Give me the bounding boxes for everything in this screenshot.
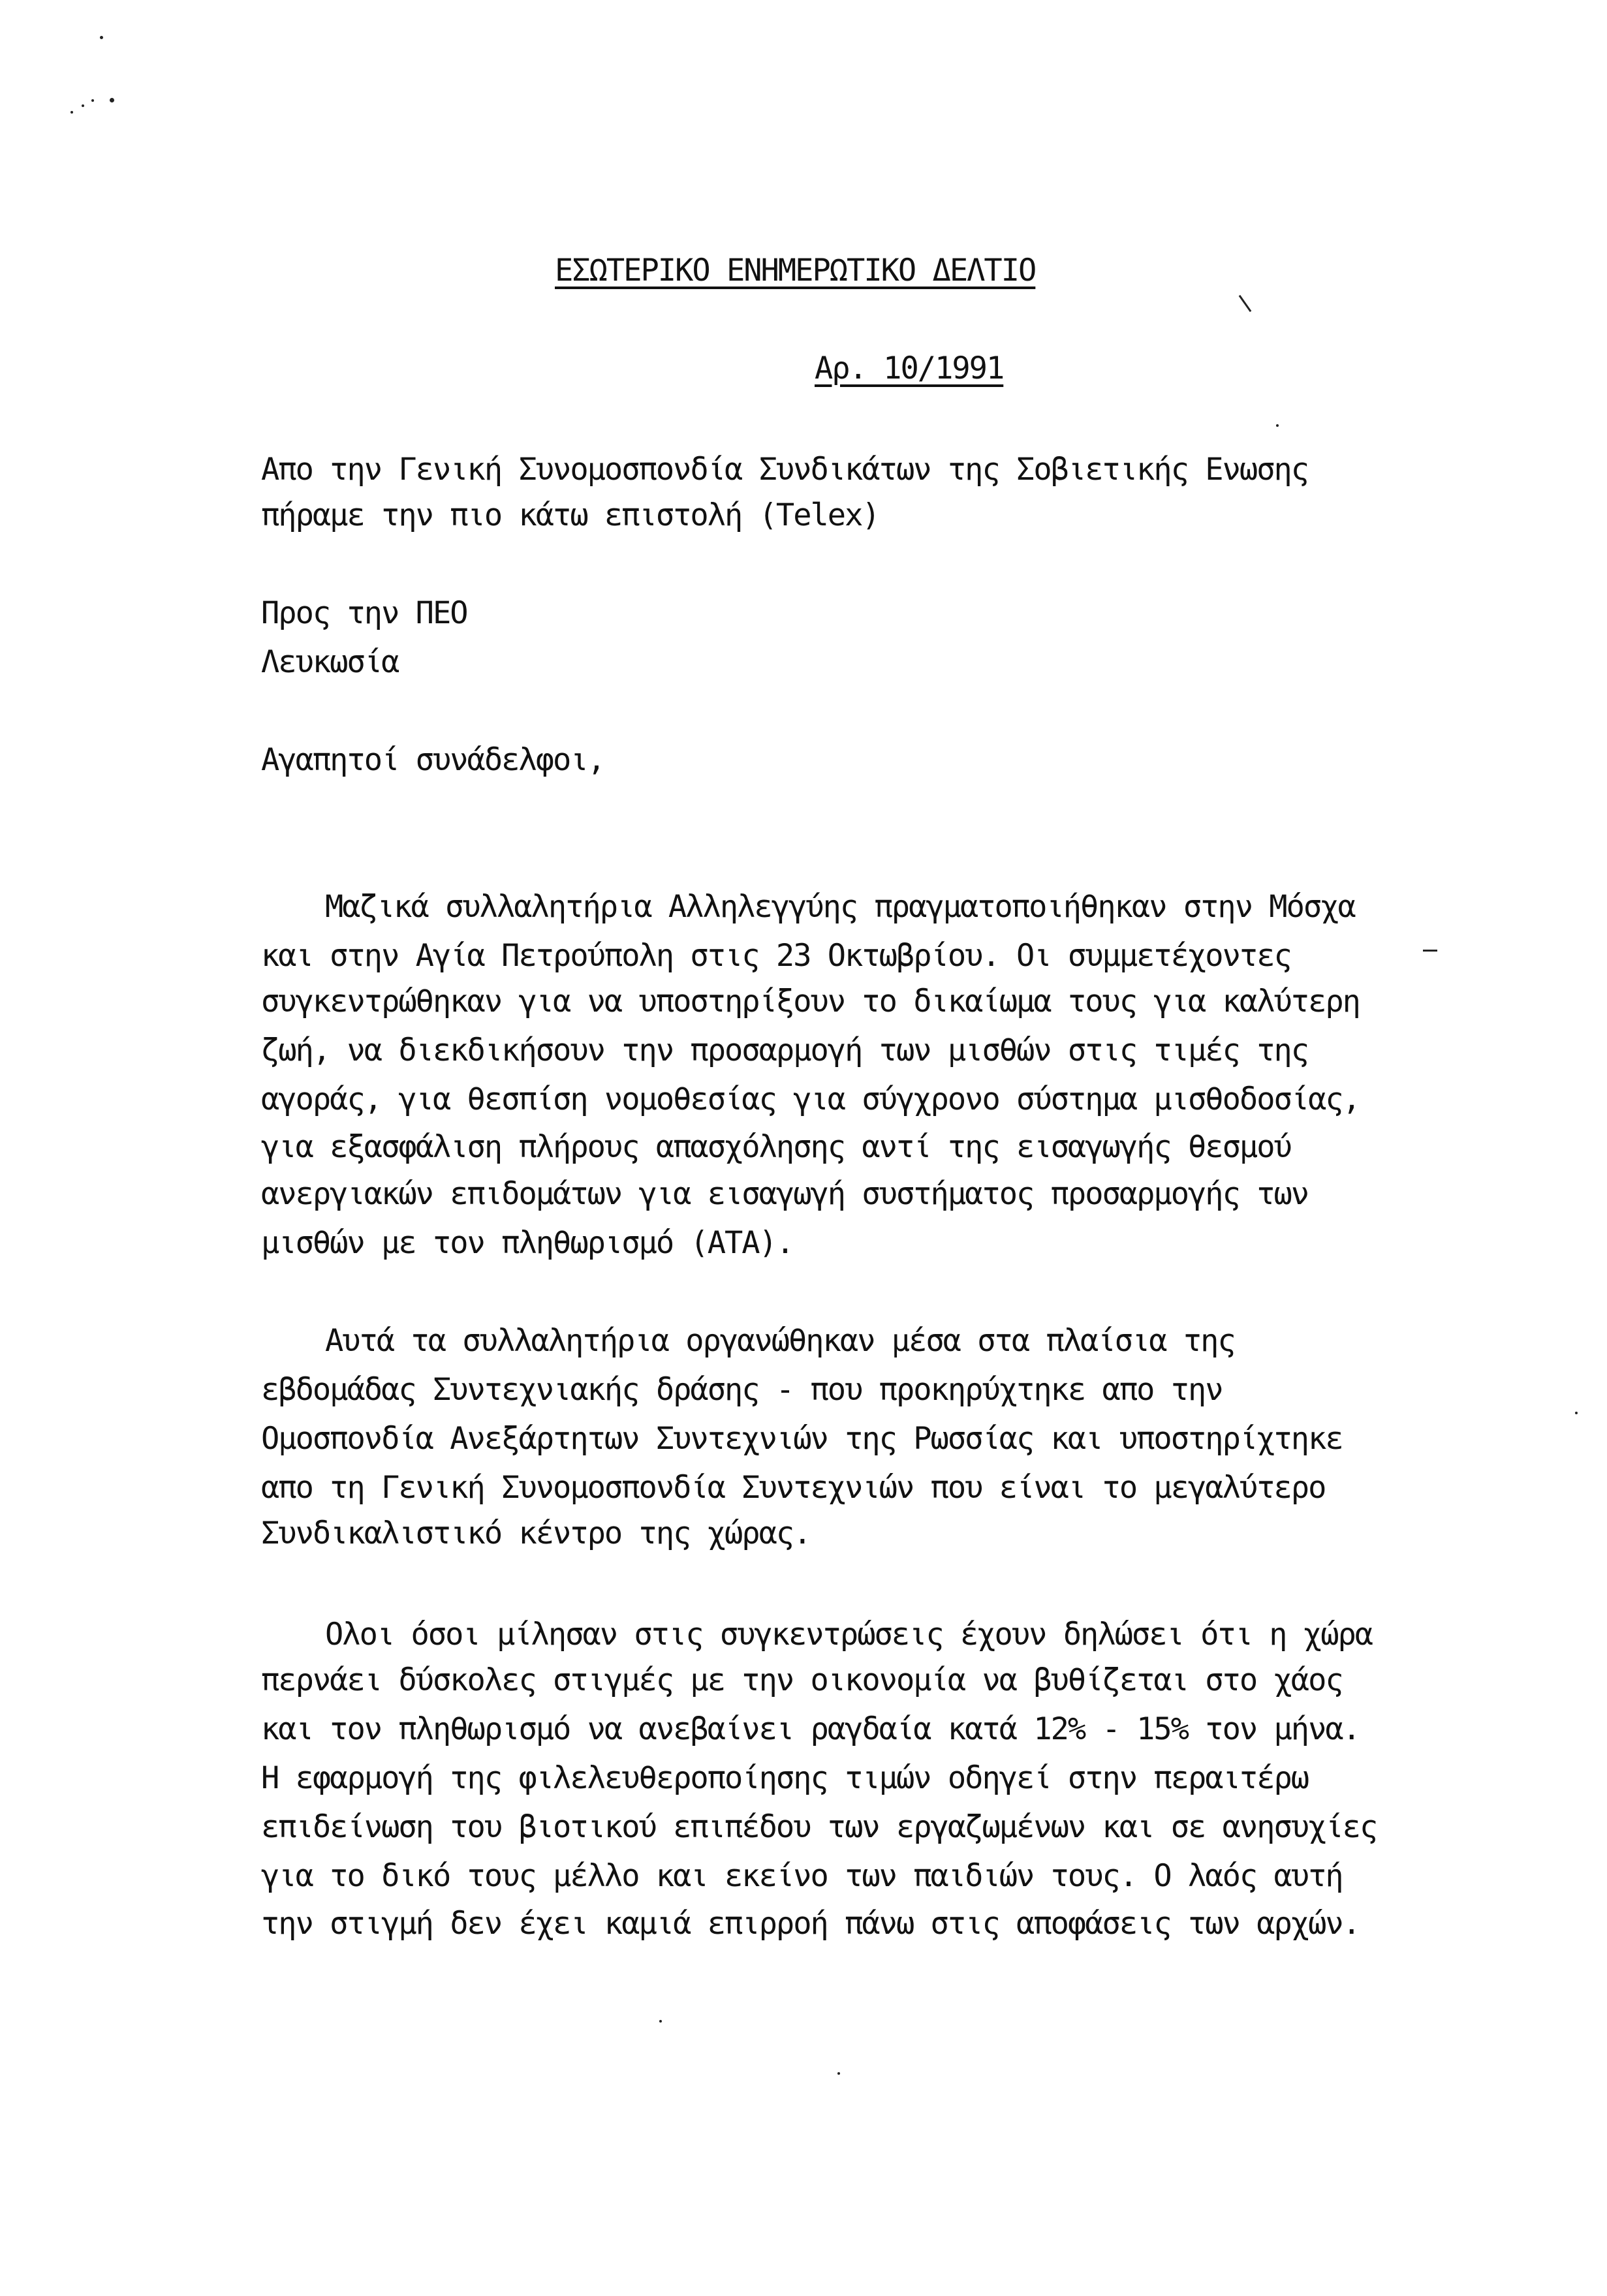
salutation: Αγαπητοί συνάδελφοι, — [261, 742, 604, 778]
intro-line: πήραμε την πιο κάτω επιστολή (Telex) — [261, 497, 879, 533]
intro-line: Απο την Γενική Συνομοσπονδία Συνδικάτων της Σοβιετικής Ενωσης — [261, 452, 1309, 488]
scan-speck — [70, 111, 73, 114]
paragraph-line: επιδείνωση του βιοτικού επιπέδου των εργαζωμένων και σε ανησυχίες — [261, 1809, 1377, 1845]
paragraph-line: Αυτά τα συλλαλητήρια οργανώθηκαν μέσα στα πλαίσια της — [325, 1323, 1235, 1359]
scan-speck — [1575, 1412, 1578, 1414]
paragraph-line: και τον πληθωρισμό να ανεβαίνει ραγδαία κατά 12% - 15% τον μήνα. — [261, 1711, 1360, 1747]
paragraph-line: Μαζικά συλλαλητήρια Αλληλεγγύης πραγματοποιήθηκαν στην Μόσχα — [325, 889, 1355, 925]
paragraph-line: για το δικό τους μέλλο και εκείνο των παιδιών τους. Ο λαός αυτή — [261, 1858, 1343, 1894]
paragraph-line: Ολοι όσοι μίλησαν στις συγκεντρώσεις έχουν δηλώσει ότι η χώρα — [325, 1617, 1373, 1652]
scan-speck — [91, 99, 94, 102]
recipient-city: Λευκωσία — [261, 644, 399, 680]
paragraph-line: και στην Αγία Πετρούπολη στις 23 Οκτωβρίου. Οι συμμετέχοντες — [261, 938, 1291, 974]
scan-speck — [100, 36, 103, 39]
paragraph-line: απο τη Γενική Συνομοσπονδία Συντεχνιών που είναι το μεγαλύτερο — [261, 1470, 1326, 1506]
paragraph-line: την στιγμή δεν έχει καμιά επιρροή πάνω στις αποφάσεις των αρχών. — [261, 1906, 1360, 1942]
scan-speck — [82, 104, 84, 107]
paragraph-line: ανεργιακών επιδομάτων για εισαγωγή συστήματος προσαρμογής των — [261, 1176, 1309, 1212]
scan-speck — [837, 2072, 840, 2075]
scan-speck — [1276, 424, 1279, 427]
bulletin-title: ΕΣΩΤΕΡΙΚΟ ΕΝΗΜΕΡΩΤΙΚΟ ΔΕΛΤΙΟ — [555, 253, 1036, 288]
paragraph-line: περνάει δύσκολες στιγμές με την οικονομία να βυθίζεται στο χάος — [261, 1662, 1343, 1698]
scan-speck — [659, 2020, 662, 2023]
scan-speck — [110, 98, 114, 102]
paragraph-line: Ομοσπονδία Ανεξάρτητων Συντεχνιών της Ρωσσίας και υποστηρίχτηκε — [261, 1421, 1343, 1457]
scan-speck — [1423, 950, 1437, 952]
scan-speck — [1239, 295, 1252, 312]
paragraph-line: για εξασφάλιση πλήρους απασχόλησης αντί της εισαγωγής θεσμού — [261, 1129, 1291, 1165]
paragraph-line: μισθών με τον πληθωρισμό (ΑΤΑ). — [261, 1225, 794, 1261]
paragraph-line: αγοράς, για θεσπίση νομοθεσίας για σύγχρονο σύστημα μισθοδοσίας, — [261, 1081, 1360, 1117]
paragraph-line: Συνδικαλιστικό κέντρο της χώρας. — [261, 1515, 811, 1551]
bulletin-number: Αρ. 10/1991 — [815, 350, 1004, 386]
paragraph-line: εβδομάδας Συντεχνιακής δράσης - που προκηρύχτηκε απο την — [261, 1372, 1223, 1408]
paragraph-line: ζωή, να διεκδικήσουν την προσαρμογή των μισθών στις τιμές της — [261, 1032, 1309, 1068]
paragraph-line: Η εφαρμογή της φιλελευθεροποίησης τιμών οδηγεί στην περαιτέρω — [261, 1760, 1309, 1796]
paragraph-line: συγκεντρώθηκαν για να υποστηρίξουν το δικαίωμα τους για καλύτερη — [261, 984, 1360, 1019]
recipient-line: Προς την ΠΕΟ — [261, 595, 467, 631]
